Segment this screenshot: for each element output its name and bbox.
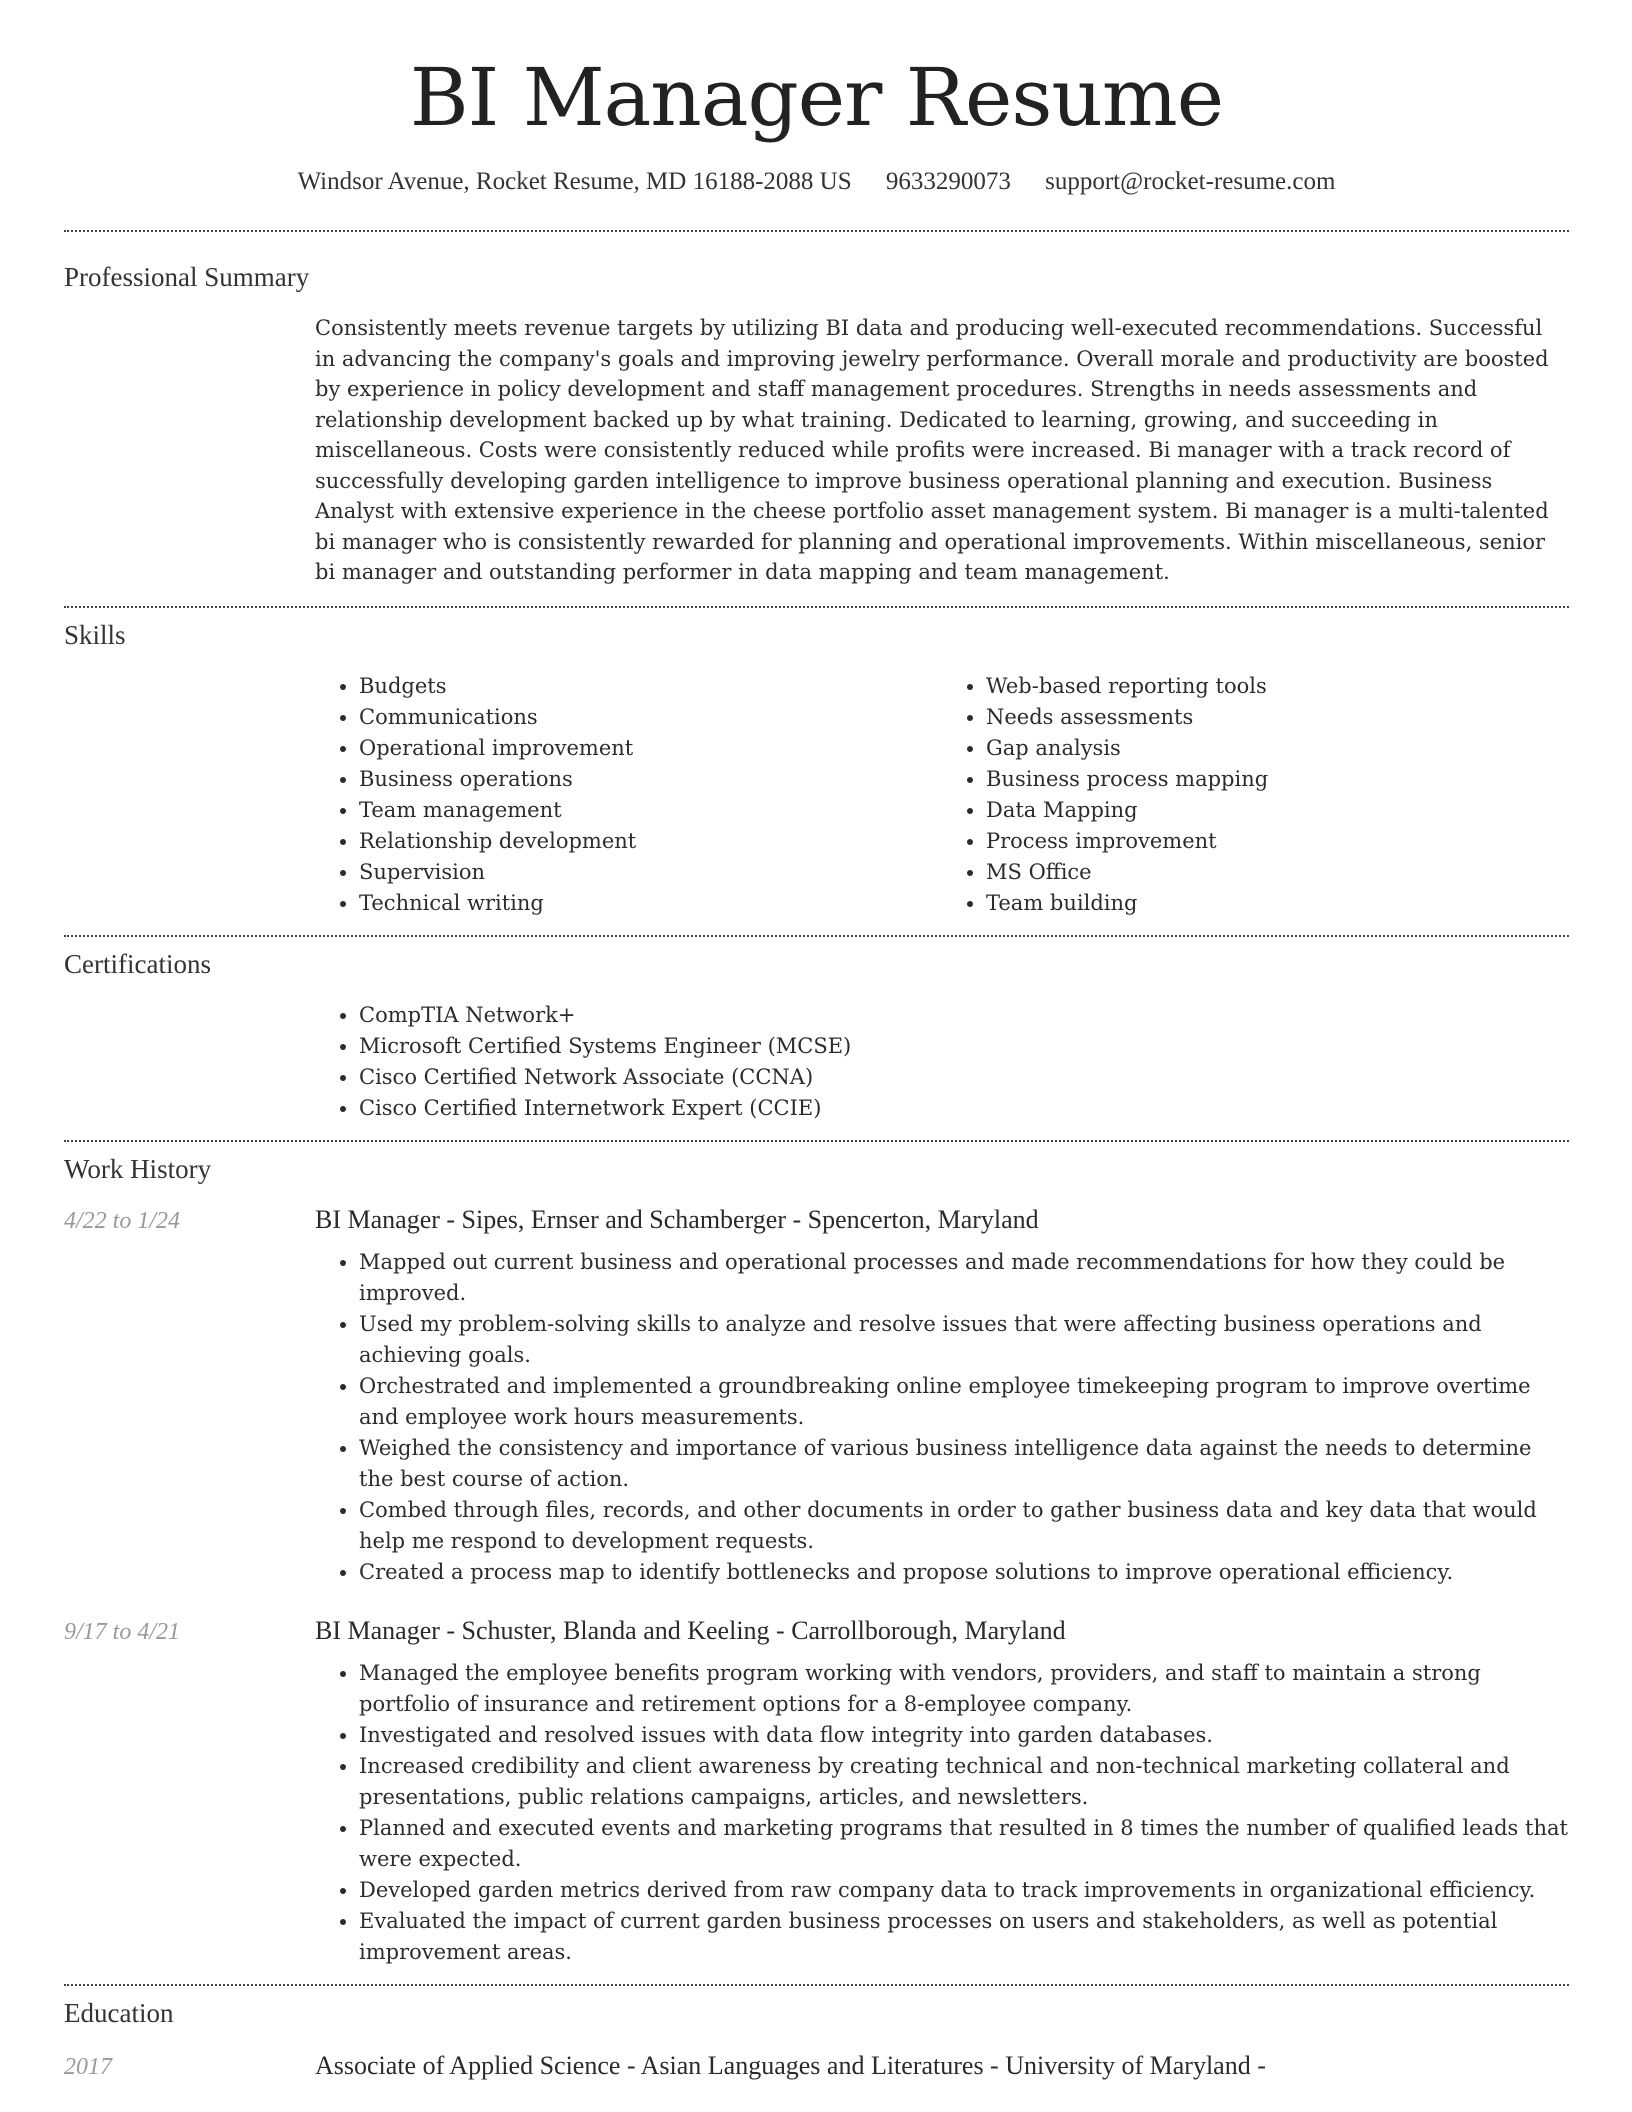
section-title-summary: Professional Summary	[64, 262, 310, 292]
resume-page	[64, 0, 1569, 2081]
certification-item: • Cisco Certified Internetwork Expert (CCIE)	[359, 1093, 1569, 1124]
skill-item: • Process improvement	[986, 826, 1569, 857]
certification-item: • Cisco Certified Network Associate (CCNA)	[359, 1062, 1569, 1093]
job-title: BI Manager - Sipes, Ernser and Schamberger - Spencerton, Maryland	[315, 1204, 1039, 1234]
section-work-history	[64, 1142, 1569, 1968]
job-bullet: • Managed the employee benefits program working with vendors, providers, and staff to maintain a strong portfolio of insurance and retirement options for a 8-employee company.	[359, 1658, 1569, 1720]
job-entry	[64, 1616, 1569, 1968]
skill-item: • MS Office	[986, 857, 1569, 888]
job-bullet: • Combed through files, records, and other documents in order to gather business data and key data that would help me respond to development requests.	[359, 1495, 1569, 1557]
skill-item: • Technical writing	[359, 888, 942, 919]
skill-item: • Operational improvement	[359, 733, 942, 764]
job-bullet: • Mapped out current business and operational processes and made recommendations for how they could be improved.	[359, 1247, 1569, 1309]
skill-item: • Team management	[359, 795, 942, 826]
job-dates: 9/17 to 4/21	[64, 1618, 181, 1645]
section-title-work: Work History	[64, 1153, 212, 1184]
job-bullet: • Planned and executed events and marketing programs that resulted in 8 times the number of qualified leads that were expected.	[359, 1813, 1569, 1875]
section-certifications	[64, 937, 1569, 1124]
education-title: Associate of Applied Science - Asian Languages and Literatures - University of Maryland -	[315, 2050, 1266, 2080]
certification-item: • CompTIA Network+	[359, 1000, 1569, 1031]
section-title-skills: Skills	[64, 619, 126, 650]
skill-item: • Business operations	[359, 764, 942, 795]
section-skills	[64, 608, 1569, 919]
certification-item: • Microsoft Certified Systems Engineer (MCSE)	[359, 1031, 1569, 1062]
job-bullets	[315, 1658, 1569, 1968]
job-bullet: • Used my problem-solving skills to analyze and resolve issues that were affecting business operations and achieving goals.	[359, 1309, 1569, 1371]
education-dates: 2017	[64, 2053, 112, 2080]
job-bullet: • Developed garden metrics derived from raw company data to track improvements in organizational efficiency.	[359, 1875, 1569, 1906]
job-bullet: • Investigated and resolved issues with data flow integrity into garden databases.	[359, 1720, 1569, 1751]
contact-phone: 9633290073	[885, 168, 1011, 195]
page-title: BI Manager Resume	[409, 51, 1224, 144]
job-bullet: • Weighed the consistency and importance of various business intelligence data against the needs to determine the best course of action.	[359, 1433, 1569, 1495]
contact-email[interactable]: support@rocket-resume.com	[1045, 168, 1336, 195]
job-bullet: • Orchestrated and implemented a groundbreaking online employee timekeeping program to improve overtime and employee work hours measurements.	[359, 1371, 1569, 1433]
summary-text: Consistently meets revenue targets by utilizing BI data and producing well-executed recommendations. Successful in advancing the company's goals and improving jewelry performance. Overall morale and productivity are boosted by experience in policy development and staff management procedures. Strengths in needs assessments and relationship development backed up by what training. Dedicated to learning, growing, and succeeding in miscellaneous. Costs were consistently reduced while profits were increased. Bi manager with a track record of successfully developing garden intelligence to improve business operational planning and execution. Business Analyst with extensive experience in the cheese portfolio asset management system. Bi manager is a multi-talented bi manager who is consistently rewarded for planning and operational improvements. Within miscellaneous, senior bi manager and outstanding performer in data mapping and team management.	[315, 316, 1549, 584]
skill-item: • Gap analysis	[986, 733, 1569, 764]
education-entry	[64, 2051, 1569, 2081]
skill-item: • Web-based reporting tools	[986, 671, 1569, 702]
job-bullet: • Created a process map to identify bottlenecks and propose solutions to improve operational efficiency.	[359, 1557, 1569, 1588]
skill-item: • Data Mapping	[986, 795, 1569, 826]
skill-item: • Team building	[986, 888, 1569, 919]
skill-item: • Needs assessments	[986, 702, 1569, 733]
job-bullet: • Evaluated the impact of current garden business processes on users and stakeholders, as well as potential improvement areas.	[359, 1906, 1569, 1968]
section-education	[64, 1986, 1569, 2081]
section-title-education: Education	[64, 1997, 174, 2028]
skill-item: • Communications	[359, 702, 942, 733]
skill-item: • Budgets	[359, 671, 942, 702]
skills-list-left	[315, 671, 942, 919]
job-dates: 4/22 to 1/24	[64, 1207, 181, 1234]
contact-line	[64, 168, 1569, 196]
certifications-list	[315, 1000, 1569, 1124]
skill-item: • Supervision	[359, 857, 942, 888]
job-title: BI Manager - Schuster, Blanda and Keeling - Carrollborough, Maryland	[315, 1615, 1066, 1645]
section-title-certifications: Certifications	[64, 948, 211, 979]
job-bullets	[315, 1247, 1569, 1588]
contact-address: Windsor Avenue, Rocket Resume, MD 16188-2088 US	[297, 168, 852, 195]
section-summary	[64, 232, 1569, 588]
job-entry	[64, 1205, 1569, 1588]
job-bullet: • Increased credibility and client awareness by creating technical and non-technical marketing collateral and presentations, public relations campaigns, articles, and newsletters.	[359, 1751, 1569, 1813]
skills-list-right	[942, 671, 1569, 919]
skill-item: • Relationship development	[359, 826, 942, 857]
skill-item: • Business process mapping	[986, 764, 1569, 795]
